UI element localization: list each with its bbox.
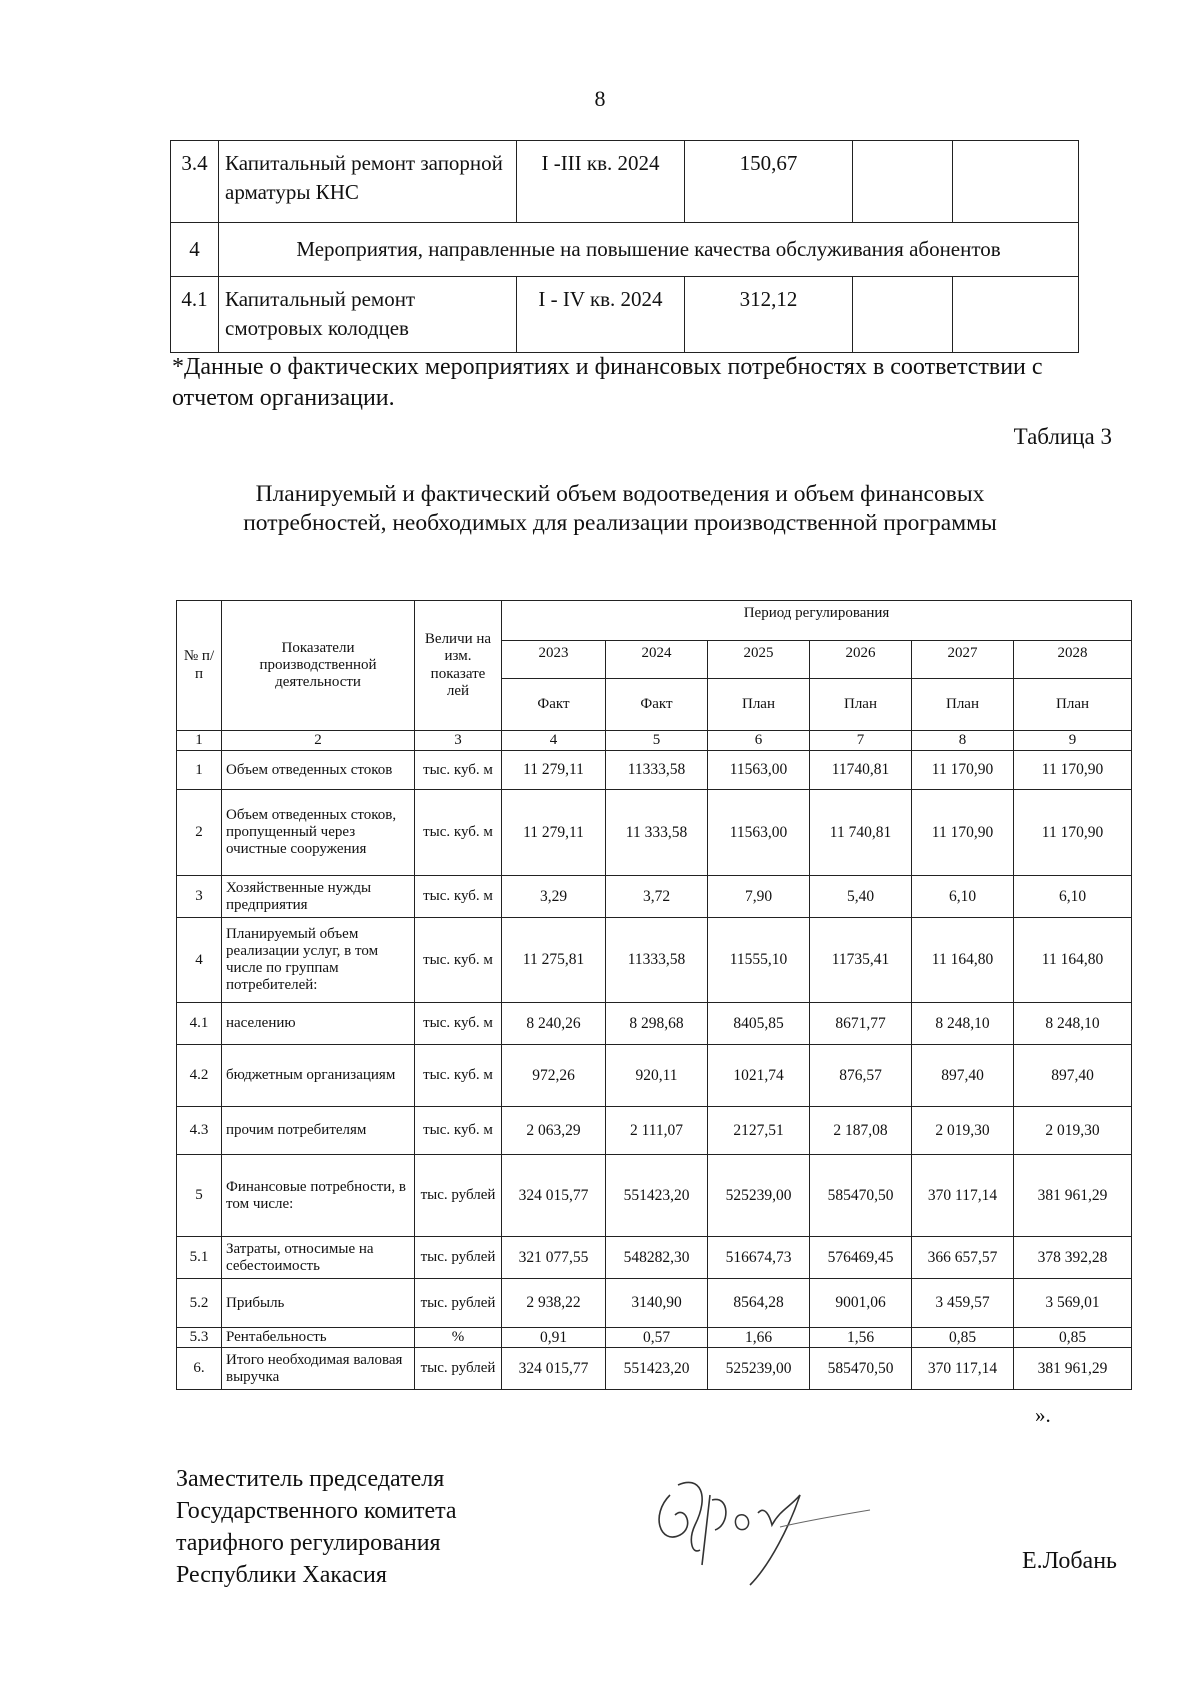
value-2023: 8 240,26	[502, 1003, 606, 1045]
header-type: План	[708, 679, 810, 731]
unit: тыс. куб. м	[415, 876, 502, 918]
row-number: 5.1	[177, 1237, 222, 1279]
activity-name: Капитальный ремонт смотровых колодцев	[219, 277, 517, 353]
value-2026: 576469,45	[810, 1237, 912, 1279]
indicator-name: Объем отведенных стоков, пропущенный через очистные сооружения	[222, 790, 415, 876]
section-heading: Мероприятия, направленные на повышение качества обслуживания абонентов	[219, 223, 1079, 277]
table-title: Планируемый и фактический объем водоотведения и объем финансовых потребностей, необходимых для реализации производственной программы	[243, 481, 997, 537]
value-2028: 897,40	[1014, 1045, 1132, 1107]
value-2025: 11555,10	[708, 918, 810, 1003]
value-2028: 6,10	[1014, 876, 1132, 918]
value-2028: 11 164,80	[1014, 918, 1132, 1003]
wastewater-volume-table	[176, 600, 1132, 1390]
value-2024: 11 333,58	[606, 790, 708, 876]
column-index: 5	[606, 731, 708, 751]
activity-period: I - IV кв. 2024	[517, 277, 685, 353]
value-2023: 972,26	[502, 1045, 606, 1107]
value-2028: 381 961,29	[1014, 1155, 1132, 1237]
value-2026: 585470,50	[810, 1348, 912, 1390]
header-type: Факт	[606, 679, 708, 731]
value-2026: 8671,77	[810, 1003, 912, 1045]
table-row	[177, 1279, 1132, 1328]
value-2023: 321 077,55	[502, 1237, 606, 1279]
value-2025: 8405,85	[708, 1003, 810, 1045]
value-2023: 3,29	[502, 876, 606, 918]
value-2024: 548282,30	[606, 1237, 708, 1279]
row-number: 3	[177, 876, 222, 918]
value-2025: 11563,00	[708, 751, 810, 790]
value-2024: 3,72	[606, 876, 708, 918]
row-number: 4.1	[177, 1003, 222, 1045]
unit: тыс. рублей	[415, 1237, 502, 1279]
value-2026: 11735,41	[810, 918, 912, 1003]
table-row	[171, 223, 1079, 277]
header-indicator: Показатели производственной деятельности	[222, 601, 415, 731]
table-row	[177, 751, 1132, 790]
value-2026: 11740,81	[810, 751, 912, 790]
column-index: 7	[810, 731, 912, 751]
unit: тыс. куб. м	[415, 1107, 502, 1155]
page-number: 8	[594, 86, 606, 111]
table-row	[177, 1107, 1132, 1155]
value-2024: 11333,58	[606, 918, 708, 1003]
unit: тыс. рублей	[415, 1279, 502, 1328]
unit: %	[415, 1328, 502, 1348]
header-year: 2027	[912, 641, 1014, 679]
header-num: № п/п	[177, 601, 222, 731]
row-number: 5	[177, 1155, 222, 1237]
indicator-name: Объем отведенных стоков	[222, 751, 415, 790]
value-2027: 8 248,10	[912, 1003, 1014, 1045]
header-unit: Величи на изм. показате лей	[415, 601, 502, 731]
header-year: 2024	[606, 641, 708, 679]
unit: тыс. рублей	[415, 1155, 502, 1237]
value-2024: 551423,20	[606, 1348, 708, 1390]
value-2027: 370 117,14	[912, 1348, 1014, 1390]
header-year: 2026	[810, 641, 912, 679]
value-2027: 370 117,14	[912, 1155, 1014, 1237]
column-index: 1	[177, 731, 222, 751]
value-2026: 585470,50	[810, 1155, 912, 1237]
value-2027: 11 164,80	[912, 918, 1014, 1003]
row-number: 4.2	[177, 1045, 222, 1107]
closing-quote: ».	[1035, 1403, 1051, 1427]
value-2023: 11 279,11	[502, 790, 606, 876]
footnote: *Данные о фактических мероприятиях и финансовых потребностях в соответствии с отчетом организации.	[172, 354, 1043, 411]
activity-name: Капитальный ремонт запорной арматуры КНС	[219, 141, 517, 223]
value-2028: 8 248,10	[1014, 1003, 1132, 1045]
value-2027: 6,10	[912, 876, 1014, 918]
value-2027: 0,85	[912, 1328, 1014, 1348]
value-2023: 11 279,11	[502, 751, 606, 790]
signer-title	[176, 1464, 457, 1592]
value-2027: 11 170,90	[912, 751, 1014, 790]
unit: тыс. куб. м	[415, 1045, 502, 1107]
value-2026: 1,56	[810, 1328, 912, 1348]
unit: тыс. куб. м	[415, 751, 502, 790]
indicator-name: Финансовые потребности, в том числе:	[222, 1155, 415, 1237]
value-2026: 9001,06	[810, 1279, 912, 1328]
value-2024: 551423,20	[606, 1155, 708, 1237]
row-number: 4.3	[177, 1107, 222, 1155]
value-2026: 876,57	[810, 1045, 912, 1107]
value-2025: 525239,00	[708, 1348, 810, 1390]
value-2027: 2 019,30	[912, 1107, 1014, 1155]
handwritten-signature	[640, 1455, 890, 1595]
indicator-name: Затраты, относимые на себестоимость	[222, 1237, 415, 1279]
header-year: 2028	[1014, 641, 1132, 679]
value-2025: 8564,28	[708, 1279, 810, 1328]
value-2023: 324 015,77	[502, 1348, 606, 1390]
indicator-name: Итого необходимая валовая выручка	[222, 1348, 415, 1390]
row-number: 3.4	[171, 141, 219, 223]
unit: тыс. куб. м	[415, 918, 502, 1003]
table-row	[177, 1328, 1132, 1348]
table-row	[177, 1003, 1132, 1045]
row-number: 4	[171, 223, 219, 277]
value-2025: 1021,74	[708, 1045, 810, 1107]
value-2026: 2 187,08	[810, 1107, 912, 1155]
value-2027: 366 657,57	[912, 1237, 1014, 1279]
row-number: 1	[177, 751, 222, 790]
row-number: 4.1	[171, 277, 219, 353]
value-2027: 11 170,90	[912, 790, 1014, 876]
indicator-name: прочим потребителям	[222, 1107, 415, 1155]
value-2024: 11333,58	[606, 751, 708, 790]
table-row	[177, 1045, 1132, 1107]
activity-amount: 150,67	[685, 141, 853, 223]
value-2024: 920,11	[606, 1045, 708, 1107]
value-2024: 8 298,68	[606, 1003, 708, 1045]
indicator-name: Планируемый объем реализации услуг, в том числе по группам потребителей:	[222, 918, 415, 1003]
value-2028: 3 569,01	[1014, 1279, 1132, 1328]
value-2023: 0,91	[502, 1328, 606, 1348]
indicator-name: бюджетным организациям	[222, 1045, 415, 1107]
value-2028: 0,85	[1014, 1328, 1132, 1348]
value-2023: 2 063,29	[502, 1107, 606, 1155]
row-number: 5.3	[177, 1328, 222, 1348]
unit: тыс. куб. м	[415, 790, 502, 876]
table-row	[177, 1348, 1132, 1390]
value-2025: 11563,00	[708, 790, 810, 876]
activity-amount: 312,12	[685, 277, 853, 353]
value-2025: 1,66	[708, 1328, 810, 1348]
table-row	[177, 1155, 1132, 1237]
header-type: План	[912, 679, 1014, 731]
signer-title-line: Заместитель председателя	[176, 1466, 445, 1492]
header-year: 2023	[502, 641, 606, 679]
row-number: 5.2	[177, 1279, 222, 1328]
value-2026: 5,40	[810, 876, 912, 918]
table-label: Таблица 3	[1013, 424, 1112, 449]
indicator-name: Хозяйственные нужды предприятия	[222, 876, 415, 918]
table-row	[177, 1237, 1132, 1279]
unit: тыс. рублей	[415, 1348, 502, 1390]
column-index: 9	[1014, 731, 1132, 751]
empty-cell	[853, 277, 953, 353]
value-2027: 3 459,57	[912, 1279, 1014, 1328]
header-type: Факт	[502, 679, 606, 731]
header-type: План	[1014, 679, 1132, 731]
value-2028: 11 170,90	[1014, 751, 1132, 790]
empty-cell	[953, 277, 1079, 353]
table-row	[177, 876, 1132, 918]
column-index-row	[177, 731, 1132, 751]
indicator-name: населению	[222, 1003, 415, 1045]
activities-table-continuation	[170, 140, 1079, 353]
value-2025: 7,90	[708, 876, 810, 918]
empty-cell	[953, 141, 1079, 223]
column-index: 3	[415, 731, 502, 751]
table-row	[177, 790, 1132, 876]
value-2023: 2 938,22	[502, 1279, 606, 1328]
indicator-name: Рентабельность	[222, 1328, 415, 1348]
value-2027: 897,40	[912, 1045, 1014, 1107]
row-number: 4	[177, 918, 222, 1003]
header-year: 2025	[708, 641, 810, 679]
indicator-name: Прибыль	[222, 1279, 415, 1328]
value-2026: 11 740,81	[810, 790, 912, 876]
value-2024: 3140,90	[606, 1279, 708, 1328]
unit: тыс. куб. м	[415, 1003, 502, 1045]
table-row	[171, 141, 1079, 223]
column-index: 8	[912, 731, 1014, 751]
value-2028: 2 019,30	[1014, 1107, 1132, 1155]
table-row	[171, 277, 1079, 353]
signer-name: Е.Лобань	[1022, 1548, 1117, 1574]
value-2025: 525239,00	[708, 1155, 810, 1237]
row-number: 2	[177, 790, 222, 876]
header-period: Период регулирования	[502, 601, 1132, 641]
value-2028: 381 961,29	[1014, 1348, 1132, 1390]
row-number: 6.	[177, 1348, 222, 1390]
value-2025: 2127,51	[708, 1107, 810, 1155]
column-index: 6	[708, 731, 810, 751]
signer-title-line: тарифного регулирования	[176, 1529, 441, 1556]
empty-cell	[853, 141, 953, 223]
value-2025: 516674,73	[708, 1237, 810, 1279]
value-2023: 11 275,81	[502, 918, 606, 1003]
value-2028: 11 170,90	[1014, 790, 1132, 876]
signer-title-line: Республики Хакасия	[176, 1561, 387, 1588]
value-2023: 324 015,77	[502, 1155, 606, 1237]
signer-title-line: Государственного комитета	[176, 1497, 457, 1524]
value-2024: 0,57	[606, 1328, 708, 1348]
header-type: План	[810, 679, 912, 731]
column-index: 4	[502, 731, 606, 751]
table-row	[177, 918, 1132, 1003]
column-index: 2	[222, 731, 415, 751]
value-2024: 2 111,07	[606, 1107, 708, 1155]
activity-period: I -III кв. 2024	[517, 141, 685, 223]
value-2028: 378 392,28	[1014, 1237, 1132, 1279]
